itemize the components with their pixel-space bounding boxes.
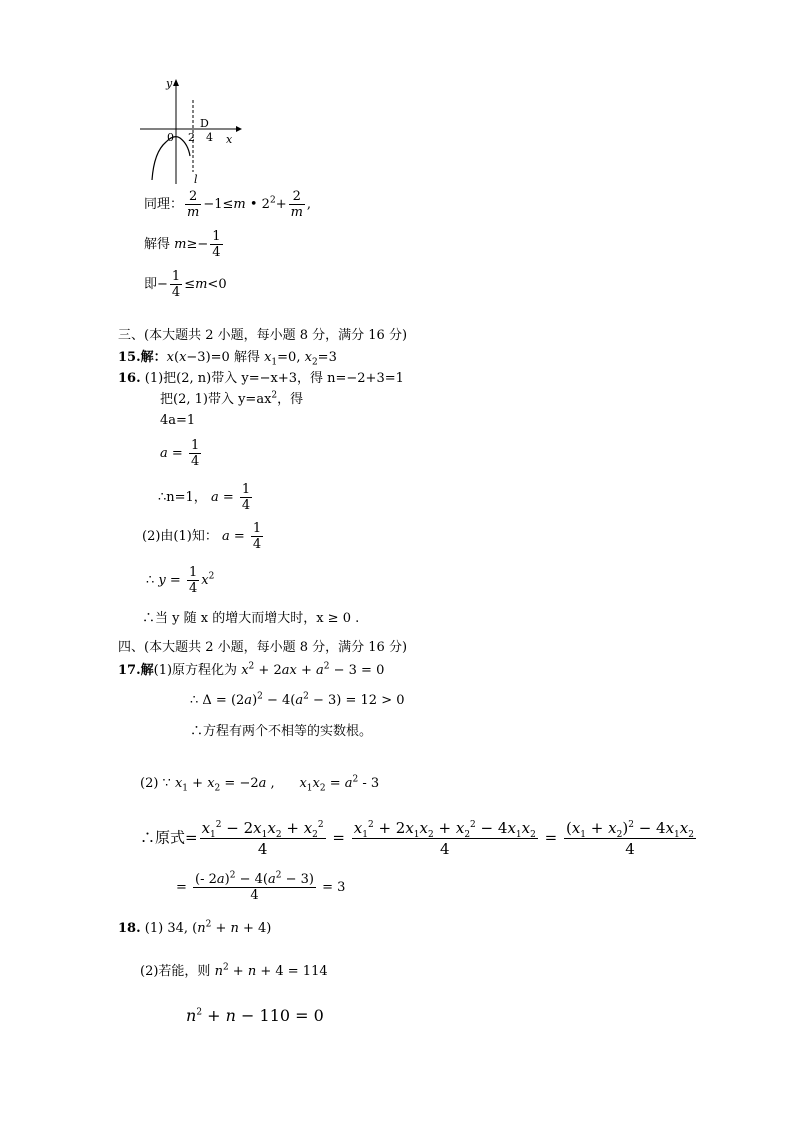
q17-real-roots: ∴方程有两个不相等的实数根。: [190, 724, 373, 739]
q16-line2-text: 把(2, 1)带入 y=ax: [160, 392, 272, 407]
tick-4-label: 4: [206, 131, 213, 144]
q16-a-value: a = $\frac{1}{4}$: [160, 438, 200, 469]
solve-line: 解得 m≥− $\frac{1}{4}$: [144, 229, 221, 260]
q17-number: 17.: [118, 663, 141, 678]
section-4-title: 四、(本大题共 2 小题，每小题 8 分，满分 16 分): [118, 640, 408, 655]
point-d-label: D: [200, 117, 209, 130]
fraction-2-over-m: $\frac{2}{m}$: [187, 189, 200, 220]
q18-line-1: 18. (1) 34, $(n^2 + n + 4)$: [118, 919, 272, 936]
q15-number: 15.: [118, 350, 141, 365]
range-line: 即− $\frac{1}{4}$ ≤m<0: [144, 269, 227, 300]
q18-equation: $n^2 + n - 110 = 0$: [186, 1006, 324, 1025]
fraction-2-over-m-b: $\frac{2}{m}$: [290, 189, 303, 220]
q16-part2-line: (2)由(1)知： a = $\frac{1}{4}$: [142, 521, 262, 552]
q17-expression-line: ∴原式= $\frac{x_1^2 - 2x_1x_2 + x_2^2}{4}$ = $\frac{x_1^2 + 2x_1x_2 + x_2^2 - 4x_1x_2}{4}$ = $\frac{(x_1 + x_2)^2 - 4x_1x_2}{4}$: [140, 819, 694, 858]
q18-part1: (1) 34,: [144, 921, 188, 936]
q16-therefore-n: ∴n=1，: [158, 490, 207, 505]
section-3-title: 三、(本大题共 2 小题，每小题 8 分，满分 16 分): [118, 328, 408, 343]
q15-line: 15.解：x(x−3)=0 解得 $x_1=0$, $x_2=3$: [118, 350, 337, 368]
fraction-1-over-4-b: $\frac{1}{4}$: [171, 269, 181, 300]
range-prefix: 即−: [144, 277, 168, 292]
origin-label: 0: [167, 131, 174, 144]
same-reasoning-line: 同理： $\frac{2}{m}$ −1≤m • $2^2+$ $\frac{2}{m}$ ,: [144, 189, 312, 220]
q16-function-line: ∴ y = $\frac{1}{4}$ $x^2$: [146, 565, 215, 596]
tick-2-label: 2: [188, 131, 195, 144]
q17-line-1: 17.解(1)原方程化为 $x^2 + 2ax + a^2 - 3 = 0$: [118, 661, 385, 678]
y-axis-label: y: [166, 77, 173, 90]
y-axis-arrow: [173, 79, 179, 86]
q16-line-1: [118, 371, 404, 387]
same-prefix: 同理：: [144, 197, 184, 212]
solve-prefix: 解得: [144, 237, 175, 252]
fraction-1-over-4: $\frac{1}{4}$: [212, 229, 221, 260]
q15-label: 解：: [140, 350, 167, 365]
q17-discriminant: ∴ $\Delta = (2a)^2 - 4(a^2 - 3) = 12 > 0$: [190, 691, 405, 708]
q16-part1-text: (1)把(2, n)带入 y=−x+3，得 n=−2+3=1: [144, 371, 404, 386]
parabola-graph: [130, 72, 250, 187]
line-l-label: l: [194, 173, 198, 186]
q16-line-3: 4a=1: [160, 413, 196, 428]
q18-line-2: (2)若能，则 $n^2 + n + 4 = 114$: [140, 962, 328, 979]
q16-line-2: 把(2, 1)带入 $y=ax^2$，得: [160, 390, 304, 407]
q17-part1-prefix: (1)原方程化为: [153, 663, 242, 678]
q16-part2-prefix: (2)由(1)知：: [142, 529, 218, 544]
x-axis-arrow: [236, 126, 242, 132]
q16-line2-tail: ，得: [277, 392, 304, 407]
q17-vieta-line: (2) ∵ $x_1 + x_2 = -2a$ , $x_1x_2 = a^2 - 3$: [140, 774, 380, 794]
x-axis-label: x: [226, 133, 233, 146]
q17-original-label: ∴原式=: [140, 828, 198, 847]
q16-therefore-line: ∴n=1， a = $\frac{1}{4}$: [158, 482, 251, 513]
q18-number: 18.: [118, 921, 141, 936]
q17-label: 解: [140, 663, 154, 678]
q18-part2-prefix: (2)若能，则: [140, 964, 215, 979]
q17-result-line: = $\frac{(- 2a)^2 - 4(a^2 - 3)}{4}$ = 3: [176, 870, 346, 903]
q17-part2-prefix: (2) ∵: [140, 776, 175, 791]
q16-conclusion: ∴当 y 随 x 的增大而增大时，x ≥ 0 .: [142, 611, 360, 626]
q16-number: 16.: [118, 371, 141, 386]
